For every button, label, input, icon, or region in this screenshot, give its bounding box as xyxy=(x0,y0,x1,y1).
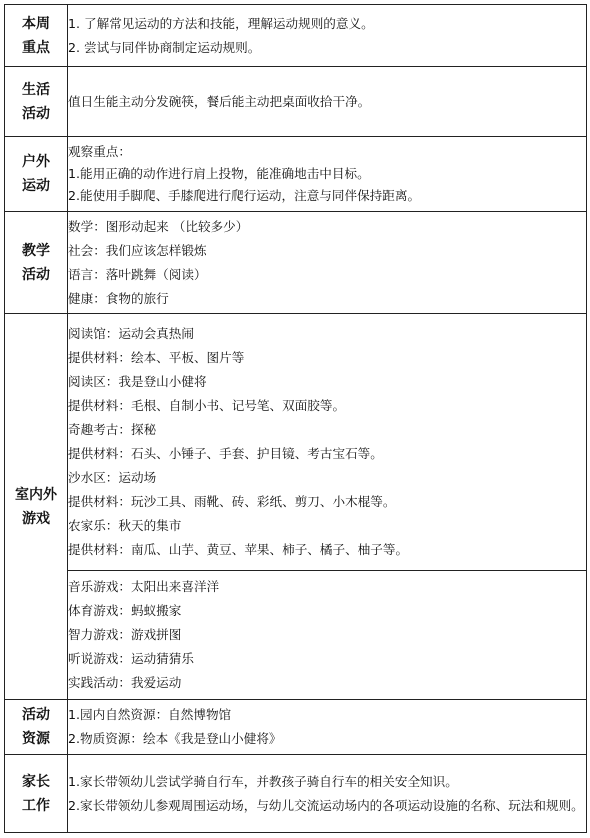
content-line: 数学：图形动起来 （比较多少） xyxy=(68,218,249,234)
content-line: 奇趣考古：探秘 xyxy=(68,422,157,437)
row-label: 室内外 游戏 xyxy=(5,314,68,700)
row-content xyxy=(68,5,587,67)
content-line: 农家乐：秋天的集市 xyxy=(68,518,182,533)
content-line: 体育游戏：蚂蚁搬家 xyxy=(68,603,182,618)
content-line: 1.能用正确的动作进行肩上投物，能准确地击中目标。 xyxy=(68,166,370,181)
row-content xyxy=(68,755,587,833)
content-line: 1. 了解常见运动的方法和技能，理解运动规则的意义。 xyxy=(68,15,374,31)
table-row xyxy=(5,314,587,571)
content-line: 音乐游戏：太阳出来喜洋洋 xyxy=(68,579,220,594)
row-label: 生活 活动 xyxy=(5,67,68,137)
content-line: 实践活动：我爱运动 xyxy=(68,675,182,690)
content-line: 1.园内自然资源：自然博物馆 xyxy=(68,707,232,722)
weekly-plan-table xyxy=(4,4,587,833)
content-line: 沙水区：运动场 xyxy=(68,470,157,485)
content-line: 1.家长带领幼儿尝试学骑自行车，并教孩子骑自行车的相关安全知识。 xyxy=(68,773,458,789)
row-label: 户外 运动 xyxy=(5,137,68,212)
row-content xyxy=(68,67,587,137)
table-row xyxy=(5,700,587,755)
row-label: 家长 工作 xyxy=(5,755,68,833)
row-label: 本周 重点 xyxy=(5,5,68,67)
content-line: 提供材料：南瓜、山芋、黄豆、苹果、柿子、橘子、柚子等。 xyxy=(68,542,409,557)
row-label: 教学 活动 xyxy=(5,212,68,314)
content-line: 观察重点： xyxy=(68,144,131,159)
table-row xyxy=(5,212,587,314)
content-line: 阅读区：我是登山小健将 xyxy=(68,374,207,389)
row-content xyxy=(68,212,587,314)
content-line: 2.能使用手脚爬、手膝爬进行爬行运动，注意与同伴保持距离。 xyxy=(68,188,421,203)
content-line: 提供材料：绘本、平板、图片等 xyxy=(68,350,245,365)
row-content xyxy=(68,571,587,700)
content-line: 健康：食物的旅行 xyxy=(68,290,169,306)
row-content xyxy=(68,137,587,212)
table-row xyxy=(5,755,587,833)
row-label: 活动 资源 xyxy=(5,700,68,755)
content-line: 社会：我们应该怎样锻炼 xyxy=(68,242,207,258)
row-content xyxy=(68,700,587,755)
content-line: 提供材料：玩沙工具、雨靴、砖、彩纸、剪刀、小木棍等。 xyxy=(68,494,396,509)
table-row xyxy=(5,67,587,137)
table-row xyxy=(5,5,587,67)
content-line: 2. 尝试与同伴协商制定运动规则。 xyxy=(68,39,261,55)
table-row xyxy=(5,137,587,212)
content-line: 值日生能主动分发碗筷，餐后能主动把桌面收拾干净。 xyxy=(68,93,371,109)
content-line: 听说游戏：运动猜猜乐 xyxy=(68,651,194,666)
table-row xyxy=(5,571,587,700)
row-content xyxy=(68,314,587,571)
content-line: 2.家长带领幼儿参观周围运动场，与幼儿交流运动场内的各项运动设施的名称、玩法和规则。 xyxy=(68,797,584,813)
content-line: 语言：落叶跳舞（阅读） xyxy=(68,266,207,282)
content-line: 2.物质资源：绘本《我是登山小健将》 xyxy=(68,731,282,746)
content-line: 提供材料：毛根、自制小书、记号笔、双面胶等。 xyxy=(68,398,346,413)
content-line: 智力游戏：游戏拼图 xyxy=(68,627,182,642)
content-line: 阅读馆：运动会真热闹 xyxy=(68,326,194,341)
content-line: 提供材料：石头、小锤子、手套、护目镜、考古宝石等。 xyxy=(68,446,383,461)
